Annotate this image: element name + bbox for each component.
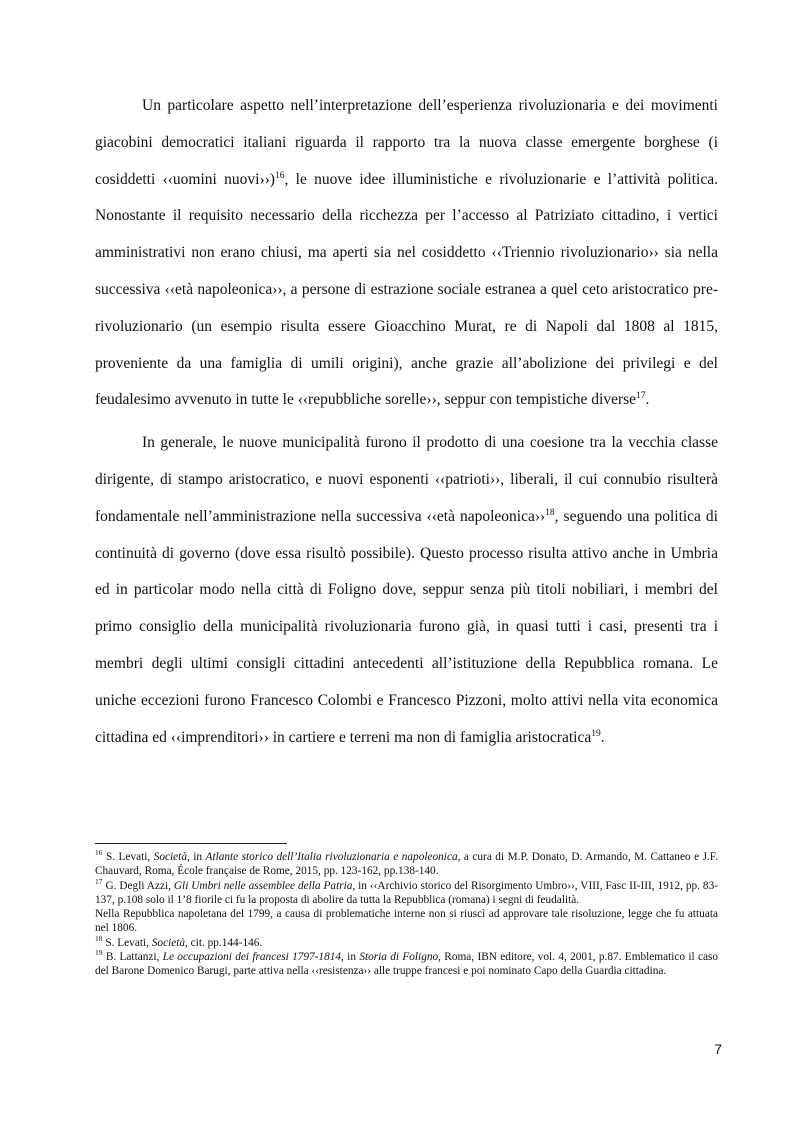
body-paragraph xyxy=(95,88,718,419)
footnote-16 xyxy=(95,850,718,879)
text-run: G. Degli Azzi, xyxy=(102,879,174,892)
text-run: , le nuove idee illuministiche e rivoluzionarie e l’attività politica. Nonostante il requisito necessario della ricchezza per l’accesso al Patriziato cittadino, i vertici amministrativi non erano chiusi, ma aperti sia nel cosiddetto ‹‹Triennio rivoluzionario›› sia nella successiva ‹‹età napoleonica››, a persone di estrazione sociale estranea a quel ceto aristocratico pre-rivoluzionario (un esempio risulta essere Gioacchino Murat, re di Napoli dal 1808 al 1815, proveniente da una famiglia di umili origini), anche grazie all’abolizione dei privilegi e del feudalesimo avvenuto in tutte le ‹‹repubbliche sorelle››, seppur con tempistiche diverse xyxy=(95,170,718,409)
text-run: , Roma, IBN editore, vol. 4, 2001, p.87. Emblematico il caso del Barone Domenico Barugi, parte attiva nella ‹‹resistenza›› alle truppe francesi e poi nominato Capo della Guardia cittadina. xyxy=(95,951,719,978)
italic-text: Società xyxy=(153,851,187,863)
text-run: a cura di M.P. Donato, D. Armando, M. Cattaneo e J.F. Chauvard, Roma, École française de Rome, 2015, pp. 123-162, pp.138-140. xyxy=(95,851,718,878)
text-run: in xyxy=(343,951,360,964)
italic-text: Gli Umbri nelle assemblee della Patria, xyxy=(173,879,356,892)
footnotes xyxy=(95,850,718,979)
text-run: . xyxy=(645,391,650,409)
page-number: 7 xyxy=(714,1041,722,1057)
footnote-reference: 19 xyxy=(95,948,103,958)
footnote-reference: 18 xyxy=(545,507,555,518)
text-run: S. Levati, xyxy=(102,851,154,863)
italic-text: Le occupazioni dei francesi 1797-1814, xyxy=(162,951,344,964)
footnote-18 xyxy=(95,936,718,950)
footnote-17 xyxy=(95,876,718,908)
text-run: , in xyxy=(186,851,206,863)
footnote-reference: 17 xyxy=(95,876,103,886)
text-run: B. Lattanzi, xyxy=(102,951,163,964)
italic-text: Storia di Foligno xyxy=(359,951,439,964)
text-run: Un particolare aspetto nell’interpretazione dell’esperienza rivoluzionaria e dei movimenti giacobini democratici italiani riguarda il rapporto tra la nuova classe emergente borghese (i cosiddetti ‹‹uomini nuovi››) xyxy=(95,97,718,188)
footnote-reference: 16 xyxy=(95,848,103,858)
footnote-reference: 19 xyxy=(591,728,601,739)
footnote-reference: 18 xyxy=(95,934,103,944)
footnote-reference: 16 xyxy=(274,170,285,181)
footnote-17-continued xyxy=(95,907,718,936)
text-run: In generale, le nuove municipalità furono il prodotto di una coesione tra la vecchia classe dirigente, di stampo aristocratico, e nuovi esponenti ‹‹patrioti››, liberali, il cui connubio risulterà fondamentale nell’amministrazione nella successiva ‹‹età napoleonica›› xyxy=(95,434,718,525)
text-run: , seguendo una politica di continuità di governo (dove essa risultò possibile). Questo processo risulta attivo anche in Umbria ed in particolar modo nella città di Foligno dove, seppur senza più titoli nobiliari, i membri del primo consiglio della municipalità rivoluzionaria furono già, in quasi tutti i casi, presenti tra i membri degli ultimi consigli cittadini antecedenti all’istituzione della Repubblica romana. Le uniche eccezioni furono Francesco Colombi e Francesco Pizzoni, molto attivi nella vita economica cittadina ed ‹‹imprenditori›› in cartiere e terreni ma non di famiglia aristocratica xyxy=(95,507,718,746)
body-paragraph xyxy=(95,425,718,756)
text-run: Nella Repubblica napoletana del 1799, a causa di problematiche interne non si riuscì ad approvare tale risoluzione, legge che fu attuata nel 1806. xyxy=(95,908,718,935)
text-run: , cit. pp.144-146. xyxy=(185,936,263,949)
footnote-19 xyxy=(95,950,718,979)
footnote-reference: 17 xyxy=(636,391,646,402)
main-text xyxy=(95,88,718,756)
italic-text: Società xyxy=(151,936,186,949)
text-run: . xyxy=(600,728,605,746)
italic-text: Atlante storico dell’Italia rivoluzionaria e napoleonica, xyxy=(205,851,461,863)
text-run: S. Levati, xyxy=(102,936,152,949)
footnote-separator xyxy=(95,843,287,844)
text-run: in ‹‹Archivio storico del Risorgimento Umbro››, VIII, Fasc II-III, 1912, pp. 83-137, p.108 solo il 1’8 fiorile ci fu la proposta di abolire da tutta la Repubblica (romana) i segni di feudalità. xyxy=(95,879,718,906)
